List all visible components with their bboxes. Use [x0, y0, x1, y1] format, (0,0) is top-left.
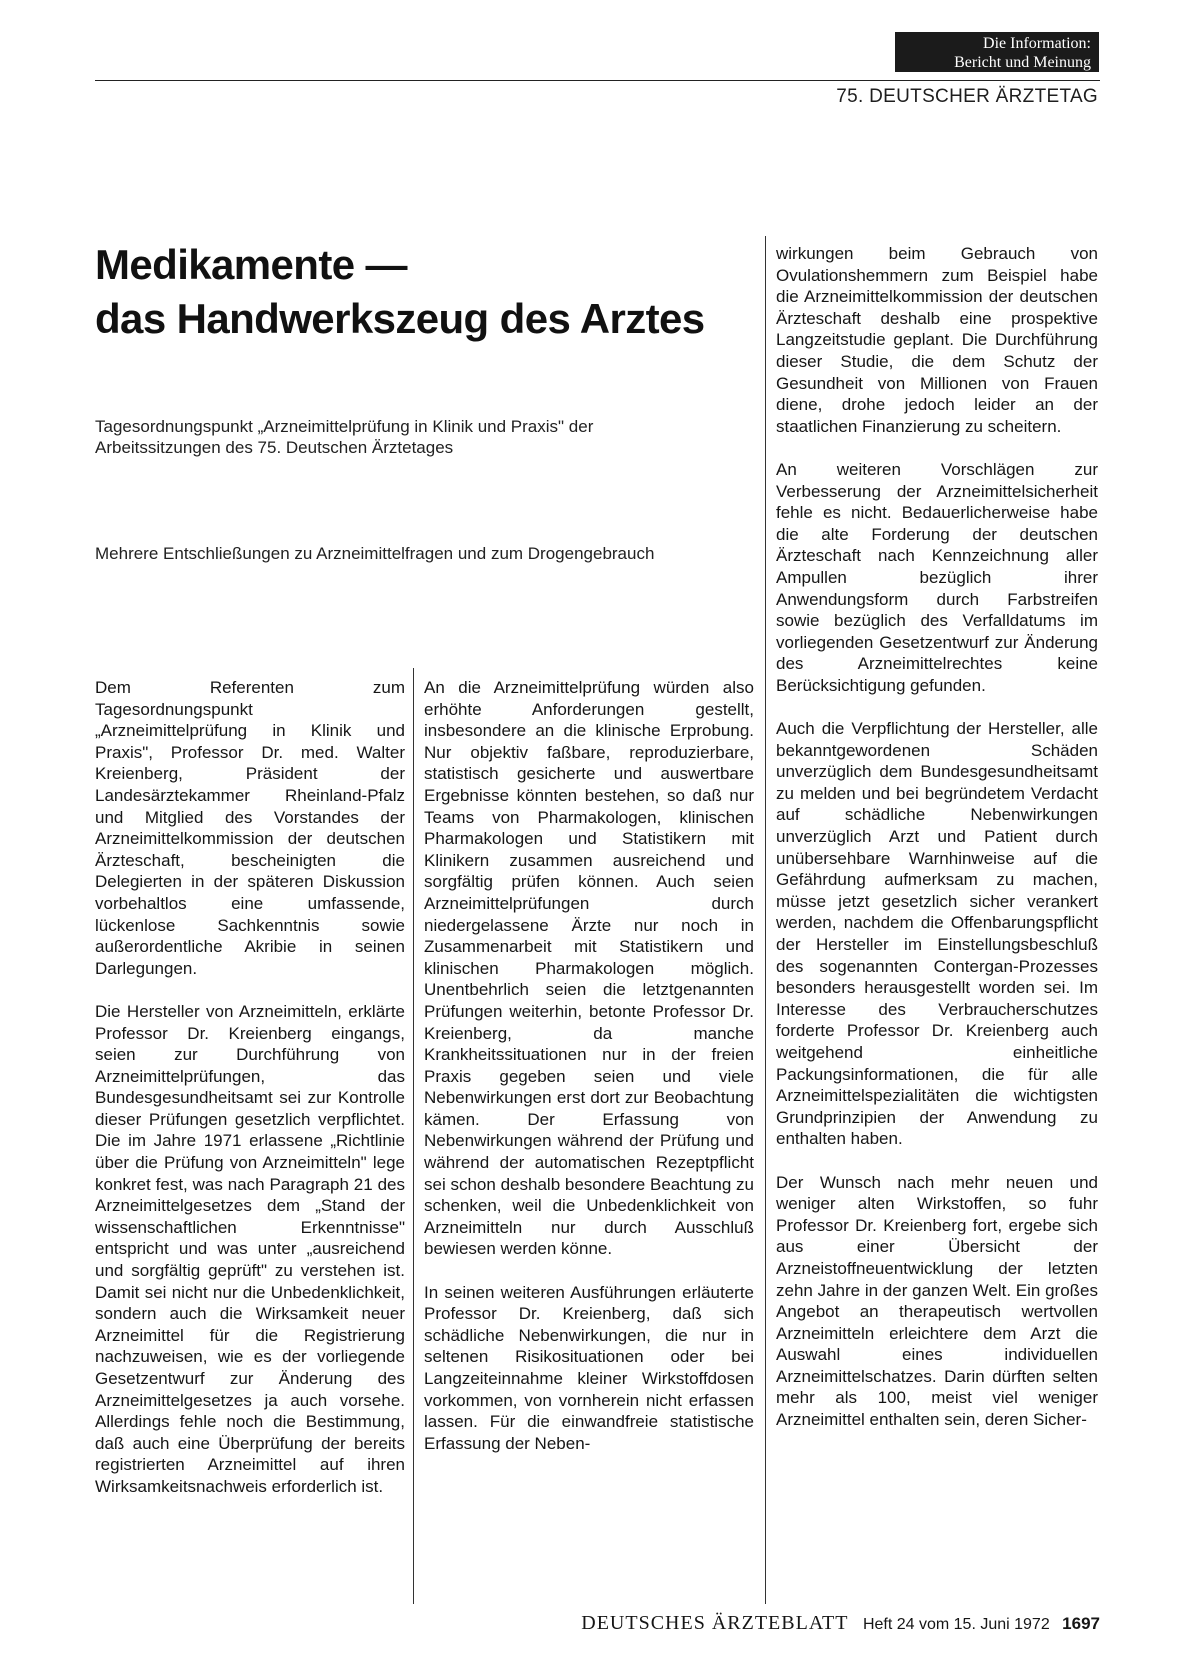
page-number: 1697: [1062, 1614, 1100, 1633]
paragraph: Auch die Verpflichtung der Hersteller, alle bekanntgewordenen Schäden unverzüglich dem Bundesgesundheitsamt zu melden und bei begründetem Verdacht auf schädliche Nebenwirkungen unverzüglich Arzt und Patient durch unübersehbare Warnhinweise auf die Gefährdung aufmerksam zu machen, müsse jetzt gesetzlich sicher verankert werden, nachdem die Offenbarungspflicht der Hersteller im Einstellungsbeschluß des sogenannten Contergan-Prozesses besonders herausgestellt worden sei. Im Interesse des Verbraucherschutzes forderte Professor Dr. Kreienberg auch weitgehend einheitliche Packungsinformationen, die für alle Arzneimittelspezialitäten die wichtigsten Grundprinzipien der Anwendung zu enthalten haben.: [776, 719, 1098, 1149]
paragraph: Dem Referenten zum Tagesordnungspunkt „Arzneimittelprüfung in Klinik und Praxis", Professor Dr. med. Walter Kreienberg, Präsident der Landesärztekammer Rheinland-Pfalz und Mitglied des Vorstandes der Arzneimittelkommission der deutschen Ärzteschaft, bescheinigten die Delegierten in der späteren Diskussion vorbehaltlos eine umfassende, lückenlose Sachkenntnis sowie außerordentliche Akribie in seinen Darlegungen.: [95, 678, 405, 978]
paragraph: An die Arzneimittelprüfung würden also erhöhte Anforderungen gestellt, insbesondere an die klinische Erprobung. Nur objektiv faßbare, reproduzierbare, statistisch gesicherte und auswertbare Ergebnisse könnten bestehen, so daß nur Teams von Pharmakologen, klinischen Pharmakologen und Statistikern mit Klinikern zusammen ausreichend und sorgfältig prüfen können. Auch seien Arzneimittelprüfungen durch niedergelassene Ärzte nur noch in Zusammenarbeit mit Statistikern und klinischen Pharmakologen möglich. Unentbehrlich seien die letztgenannten Prüfungen weiterhin, betonte Professor Dr. Kreienberg, da manche Krankheitssituationen nur in der freien Praxis gegeben seien und viele Nebenwirkungen erst dort zur Beobachtung kämen. Der Erfassung von Nebenwirkungen während der Prüfung und während der automatischen Rezeptpflicht sei schon deshalb besondere Beachtung zu schenken, weil die Unbedenklichkeit von Arzneimitteln nur durch Ausschluß bewiesen werden könne.: [424, 678, 754, 1259]
article-subtitle: Tagesordnungspunkt „Arzneimittelprüfung in Klinik und Praxis" der Arbeitssitzungen des 75. Deutschen Ärztetages: [95, 417, 594, 457]
column-rule-left: [413, 668, 414, 1604]
body-column-1: [95, 677, 405, 1498]
journal-name: DEUTSCHES ÄRZTEBLATT: [581, 1612, 849, 1634]
article-title: [95, 238, 775, 346]
paragraph: An weiteren Vorschlägen zur Verbesserung der Arzneimittelsicherheit fehle es nicht. Bedauerlicherweise habe die alte Forderung der deutschen Ärzteschaft nach Kennzeichnung aller Ampullen bezüglich ihrer Anwendungsform durch Farbstreifen sowie bezüglich des Verfalldatums im vorliegenden Gesetzentwurf zur Änderung des Arzneimittelrechtes keine Berücksichtigung gefunden.: [776, 459, 1098, 695]
article-title-line1: Medikamente —: [95, 241, 407, 288]
page-footer: [430, 1612, 1100, 1635]
header-rule: [95, 80, 1100, 81]
section-label-box: [895, 32, 1099, 72]
paragraph: wirkungen beim Gebrauch von Ovulationshemmern zum Beispiel habe die Arzneimittelkommission der deutschen Ärzteschaft deshalb eine prospektive Langzeitstudie geplant. Die Durchführung dieser Studie, die dem Schutz der Gesundheit von Millionen von Frauen diene, drohe jedoch leider an der staatlichen Finanzierung zu scheitern.: [776, 244, 1098, 436]
paragraph: Die Hersteller von Arzneimitteln, erklärte Professor Dr. Kreienberg eingangs, seien zur Durchführung von Arzneimittelprüfungen, das Bundesgesundheitsamt sei zur Kontrolle dieser Prüfungen gesetzlich verpflichtet. Die im Jahre 1971 erlassene „Richtlinie über die Prüfung von Arzneimitteln" lege konkret fest, was nach Paragraph 21 des Arzneimittelgesetzes dem „Stand der wissenschaftlichen Erkenntnisse" entspricht und was unter „ausreichend und sorgfältig geprüft" zu verstehen ist. Damit sei nicht nur die Unbedenklichkeit, sondern auch die Wirksamkeit neuer Arzneimittel für die Registrierung nachzuweisen, wie es der vorliegende Gesetzentwurf zur Änderung des Arzneimittelgesetzes ja auch vorsehe. Allerdings fehle noch die Bestimmung, daß auch eine Überprüfung der bereits registrierten Arzneimittel auf ihren Wirksamkeitsnachweis erforderlich ist.: [95, 1001, 405, 1496]
section-label-line2: Bericht und Meinung: [954, 54, 1091, 71]
section-label-line1: Die Information:: [983, 35, 1091, 52]
article-teaser: Mehrere Entschließungen zu Arzneimittelfragen und zum Drogengebrauch: [95, 544, 655, 563]
paragraph: In seinen weiteren Ausführungen erläuterte Professor Dr. Kreienberg, daß sich schädliche Nebenwirkungen, die nur in seltenen Risikosituationen oder bei Langzeiteinnahme kleiner Wirkstoffdosen vorkommen, von vornherein nicht erfassen lassen. Für die einwandfreie statistische Erfassung der Neben-: [424, 1282, 754, 1453]
column-rule-right: [765, 236, 766, 1604]
rubric-label: 75. DEUTSCHER ÄRZTETAG: [836, 86, 1098, 107]
body-column-2: [424, 677, 754, 1454]
paragraph: Der Wunsch nach mehr neuen und weniger alten Wirkstoffen, so fuhr Professor Dr. Kreienberg fort, ergebe sich aus einer Übersicht der Arzneistoffneuentwicklung der letzten zehn Jahre in der ganzen Welt. Ein großes Angebot an therapeutisch wertvollen Arzneimitteln erleichtere dem Arzt die Auswahl eines individuellen Arzneimittelschatzes. Darin dürften selten mehr als 100, meist viel weniger Arzneimittel enthalten sein, deren Sicher-: [776, 1172, 1098, 1430]
article-title-line2: das Handwerkszeug des Arztes: [95, 295, 705, 342]
body-column-3: [776, 243, 1098, 1431]
issue-info: Heft 24 vom 15. Juni 1972: [862, 1616, 1050, 1633]
